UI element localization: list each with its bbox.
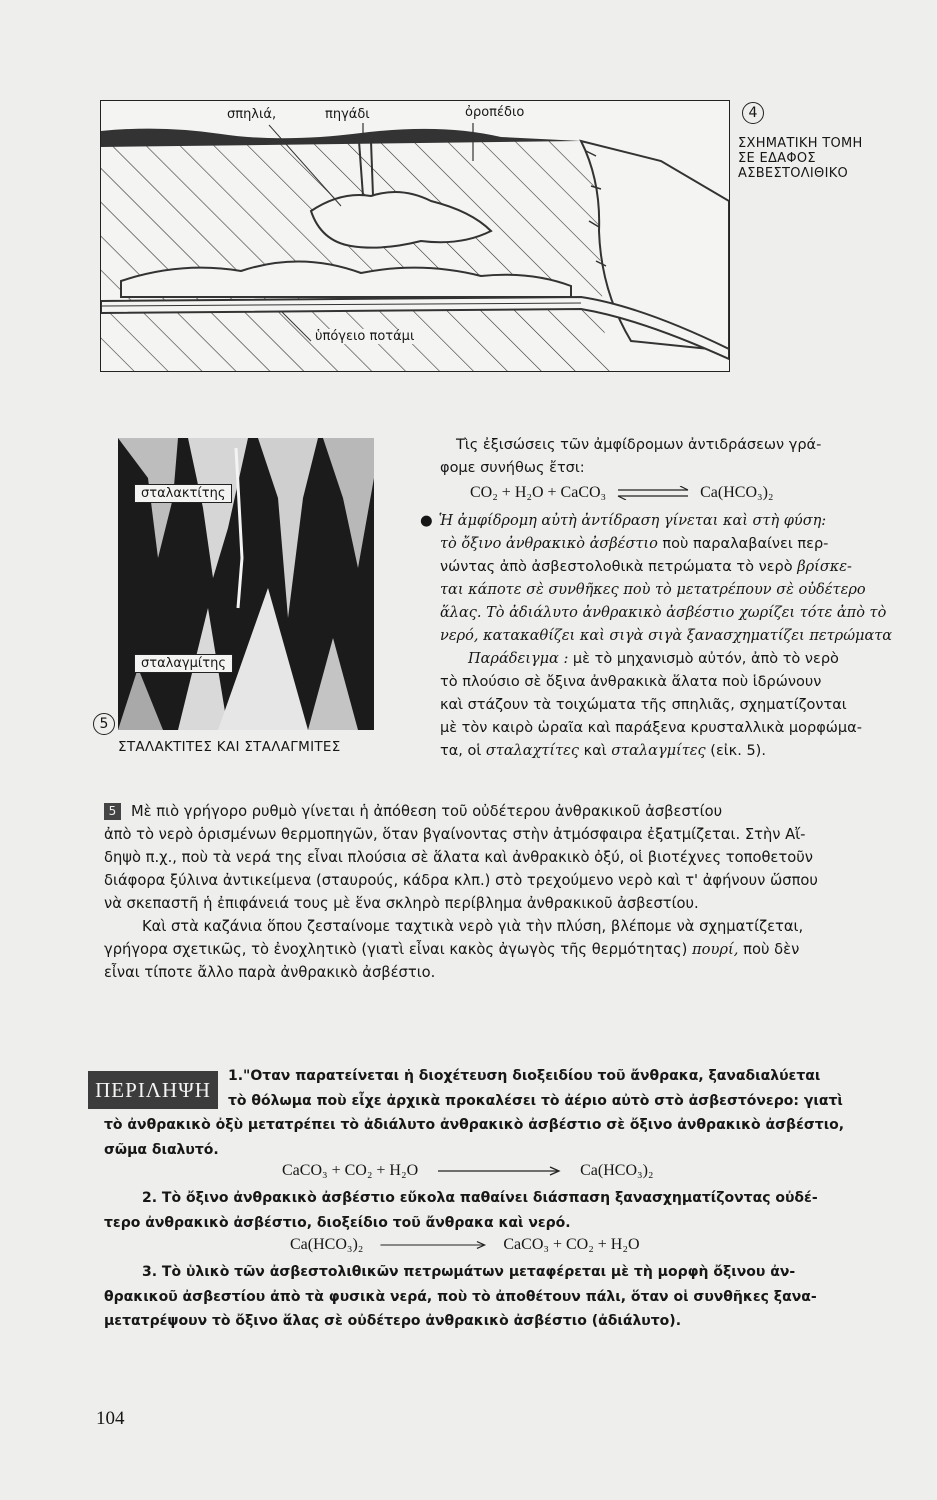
stalactites-photo-drawing: [118, 438, 374, 730]
summary-p1-head: [228, 1064, 920, 1113]
text-line: ται κάποτε σὲ συνθῆκες ποὺ τὸ μετατρέπουν σὲ οὐδέτερο: [440, 582, 866, 598]
example-label: Παράδειγμα :: [468, 651, 569, 667]
label-well: πηγάδι: [325, 107, 370, 122]
intro-paragraph: [440, 434, 920, 480]
text-span: (εἰκ. 5).: [705, 743, 766, 759]
summary-p2: [104, 1186, 920, 1235]
text-line: 1."Οταν παρατείνεται ἡ διοχέτευση διοξειδίου τοῦ ἄνθρακα, ξαναδιαλύεται: [228, 1068, 821, 1084]
text-line: νερό, κατακαθίζει καὶ σιγὰ σιγὰ ξανασχηματίζει πετρώματα: [440, 628, 893, 644]
text-line: τὸ πλούσιο σὲ ὄξινα ἀνθρακικὰ ἅλατα ποὺ ἱδρώνουν: [440, 674, 822, 690]
label-stalactite: σταλακτίτης: [134, 484, 232, 503]
text-line: θρακικοῦ ἀσβεστίου ἀπὸ τὰ φυσικὰ νερά, ποὺ τὸ ἀποθέτουν πάλι, ὅταν οἱ συνθῆκες ξανα-: [104, 1288, 817, 1305]
natural-paragraph: [420, 510, 920, 763]
text-line: δηψὸ π.χ., ποὺ τὰ νερά της εἶναι πλούσια σὲ ἅλατα καὶ ἀνθρακικὸ ὀξύ, οἱ βιοτέχνες τοποθετοῦν: [104, 849, 813, 866]
equation-left: CaCO₃ + CO₂ + H₂O: [282, 1162, 419, 1179]
figure-4-cross-section: [100, 100, 730, 372]
text-line: Καὶ στὰ καζάνια ὅπου ζεσταίνομε ταχτικὰ νερὸ γιὰ τὴν πλύση, βλέπομε νὰ σχηματίζεται,: [142, 918, 804, 935]
equilibrium-arrow-icon: [614, 486, 692, 500]
text-line: νὰ σκεπαστῆ ἡ ἐπιφάνειά τους μὲ ἕνα σκληρὸ περίβλημα ἀνθρακικοῦ ἀσβεστίου.: [104, 895, 699, 912]
equation-reactants: CO₂ + H₂O + CaCO₃: [470, 484, 607, 501]
text-line: μετατρέψουν τὸ ὄξινο ἅλας σὲ οὐδέτερο ἀνθρακικὸ ἀσβέστιο (ἀδιάλυτο).: [104, 1313, 682, 1329]
text-span: βρίσκε-: [797, 559, 852, 575]
term-stalagmites: σταλαγμίτες: [611, 743, 706, 759]
text-line: φομε συνήθως ἔτσι:: [440, 460, 585, 476]
text-span: νώντας ἀπὸ ἀσβεστολοθικὰ πετρώματα τὸ νερὸ: [440, 559, 798, 575]
equation-right: CaCO₃ + CO₂ + H₂O: [503, 1236, 640, 1253]
section-5: [104, 800, 920, 984]
page-number: 104: [96, 1408, 125, 1429]
section-number-badge: 5: [104, 803, 121, 820]
bullet-icon: ●: [420, 513, 433, 529]
label-cave: σπηλιά,: [227, 107, 277, 122]
text-line: μὲ τὸν καιρὸ ὡραῖα καὶ παράξενα κρυσταλλικὰ μορφώμα-: [440, 720, 862, 736]
summary-p3: [104, 1260, 920, 1334]
text-line: ἀπὸ τὸ νερὸ ὁρισμένων θερμοπηγῶν, ὅταν βγαίνοντας στὴν ἀτμόσφαιρα ἐξατμίζεται. Στὴν Αἴ-: [104, 826, 806, 843]
figure-4-caption: [738, 136, 863, 181]
text-span: καὶ: [579, 743, 612, 759]
text-line: 3. Τὸ ὑλικὸ τῶν ἀσβεστολιθικῶν πετρωμάτων μεταφέρεται μὲ τὴ μορφὴ ὄξινου ἀν-: [142, 1264, 796, 1280]
summary-p1-rest: [104, 1113, 920, 1162]
caption-line: ΣΧΗΜΑΤΙΚΗ ΤΟΜΗ: [738, 136, 863, 151]
text-line: σῶμα διαλυτό.: [104, 1141, 219, 1158]
text-span: μὲ τὸ μηχανισμὸ αὐτόν, ἀπὸ τὸ νερὸ: [568, 651, 839, 667]
label-plateau: ὀροπέδιο: [465, 105, 525, 120]
text-span: γρήγορα σχετικῶς, τὸ ἐνοχλητικὸ (γιατὶ εἶναι κακὸς ἀγωγὸς τῆς θερμότητας): [104, 941, 692, 958]
term-stalactites: σταλαχτίτες: [485, 743, 580, 759]
equation-right: Ca(HCO₃)₂: [580, 1162, 654, 1179]
text-line: καὶ στάζουν τὰ τοιχώματα τῆς σπηλιᾶς, σχηματίζονται: [440, 697, 847, 713]
text-line: Μὲ πιὸ γρήγορο ρυθμὸ γίνεται ἡ ἀπόθεση τοῦ οὐδέτερου ἀνθρακικοῦ ἀσβεστίου: [131, 803, 723, 820]
equation-1: [282, 1162, 654, 1180]
equation-reversible: [470, 484, 774, 502]
arrow-right-icon: [434, 1166, 564, 1176]
label-underground-river: ὑπόγειο ποτάμι: [315, 329, 415, 344]
figure-5-number: 5: [93, 713, 115, 735]
text-span: ποὺ παραλαβαίνει περ-: [657, 536, 829, 552]
text-line: Ἡ ἀμφίδρομη αὐτὴ ἀντίδραση γίνεται καὶ στὴ φύση:: [438, 513, 827, 529]
text-line: τὸ ἀνθρακικὸ ὀξὺ μετατρέπει τὸ ἀδιάλυτο ἀνθρακικὸ ἀσβέστιο σὲ ὄξινο ἀνθρακικὸ ἀσβέστιο,: [104, 1117, 845, 1133]
text-line: εἶναι τίποτε ἄλλο παρὰ ἀνθρακικὸ ἀσβέστιο.: [104, 964, 436, 981]
summary-banner: ΠΕΡΙΛΗΨΗ: [88, 1071, 218, 1109]
equation-left: Ca(HCO₃)₂: [290, 1236, 364, 1253]
text-line: διάφορα ξύλινα ἀντικείμενα (σταυρούς, κάδρα κλπ.) στὸ τρεχούμενο νερὸ καὶ τ' ἀφήνουν ὥσπου: [104, 872, 818, 889]
equation-product: Ca(HCO₃)₂: [700, 484, 774, 501]
text-span: τὸ ὄξινο ἀνθρακικὸ ἀσβέστιο: [440, 536, 658, 552]
figure-5-photo: [118, 438, 374, 730]
caption-line: ΑΣΒΕΣΤΟΛΙΘΙΚΟ: [738, 166, 849, 181]
arrow-right-icon: [377, 1240, 489, 1250]
text-span: ποὺ δὲν: [738, 941, 800, 958]
figure-5-caption: ΣΤΑΛΑΚΤΙΤΕΣ ΚΑΙ ΣΤΑΛΑΓΜΙΤΕΣ: [118, 739, 341, 755]
term-scale: πουρί,: [691, 941, 739, 958]
text-span: τα, οἱ: [440, 743, 486, 759]
text-line: τερο ἀνθρακικὸ ἀσβέστιο, διοξείδιο τοῦ ἄνθρακα καὶ νερό.: [104, 1214, 571, 1231]
equation-2: [290, 1236, 640, 1254]
text-line: τὸ θόλωμα ποὺ εἶχε ἀρχικὰ προκαλέσει τὸ ἀέριο αὐτὸ στὸ ἀσβεστόνερο: γιατὶ: [228, 1092, 843, 1109]
text-line: Τὶς ἐξισώσεις τῶν ἀμφίδρομων ἀντιδράσεων γρά-: [456, 437, 822, 453]
text-line: 2. Τὸ ὄξινο ἀνθρακικὸ ἀσβέστιο εὔκολα παθαίνει διάσπαση ξανασχηματίζοντας οὐδέ-: [142, 1190, 818, 1206]
figure-4-number: 4: [742, 102, 764, 124]
caption-line: ΣΕ ΕΔΑΦΟΣ: [738, 151, 816, 166]
text-line: ἅλας. Τὸ ἀδιάλυτο ἀνθρακικὸ ἀσβέστιο χωρίζει τότε ἀπὸ τὸ: [440, 605, 887, 621]
label-stalagmite: σταλαγμίτης: [134, 654, 233, 673]
